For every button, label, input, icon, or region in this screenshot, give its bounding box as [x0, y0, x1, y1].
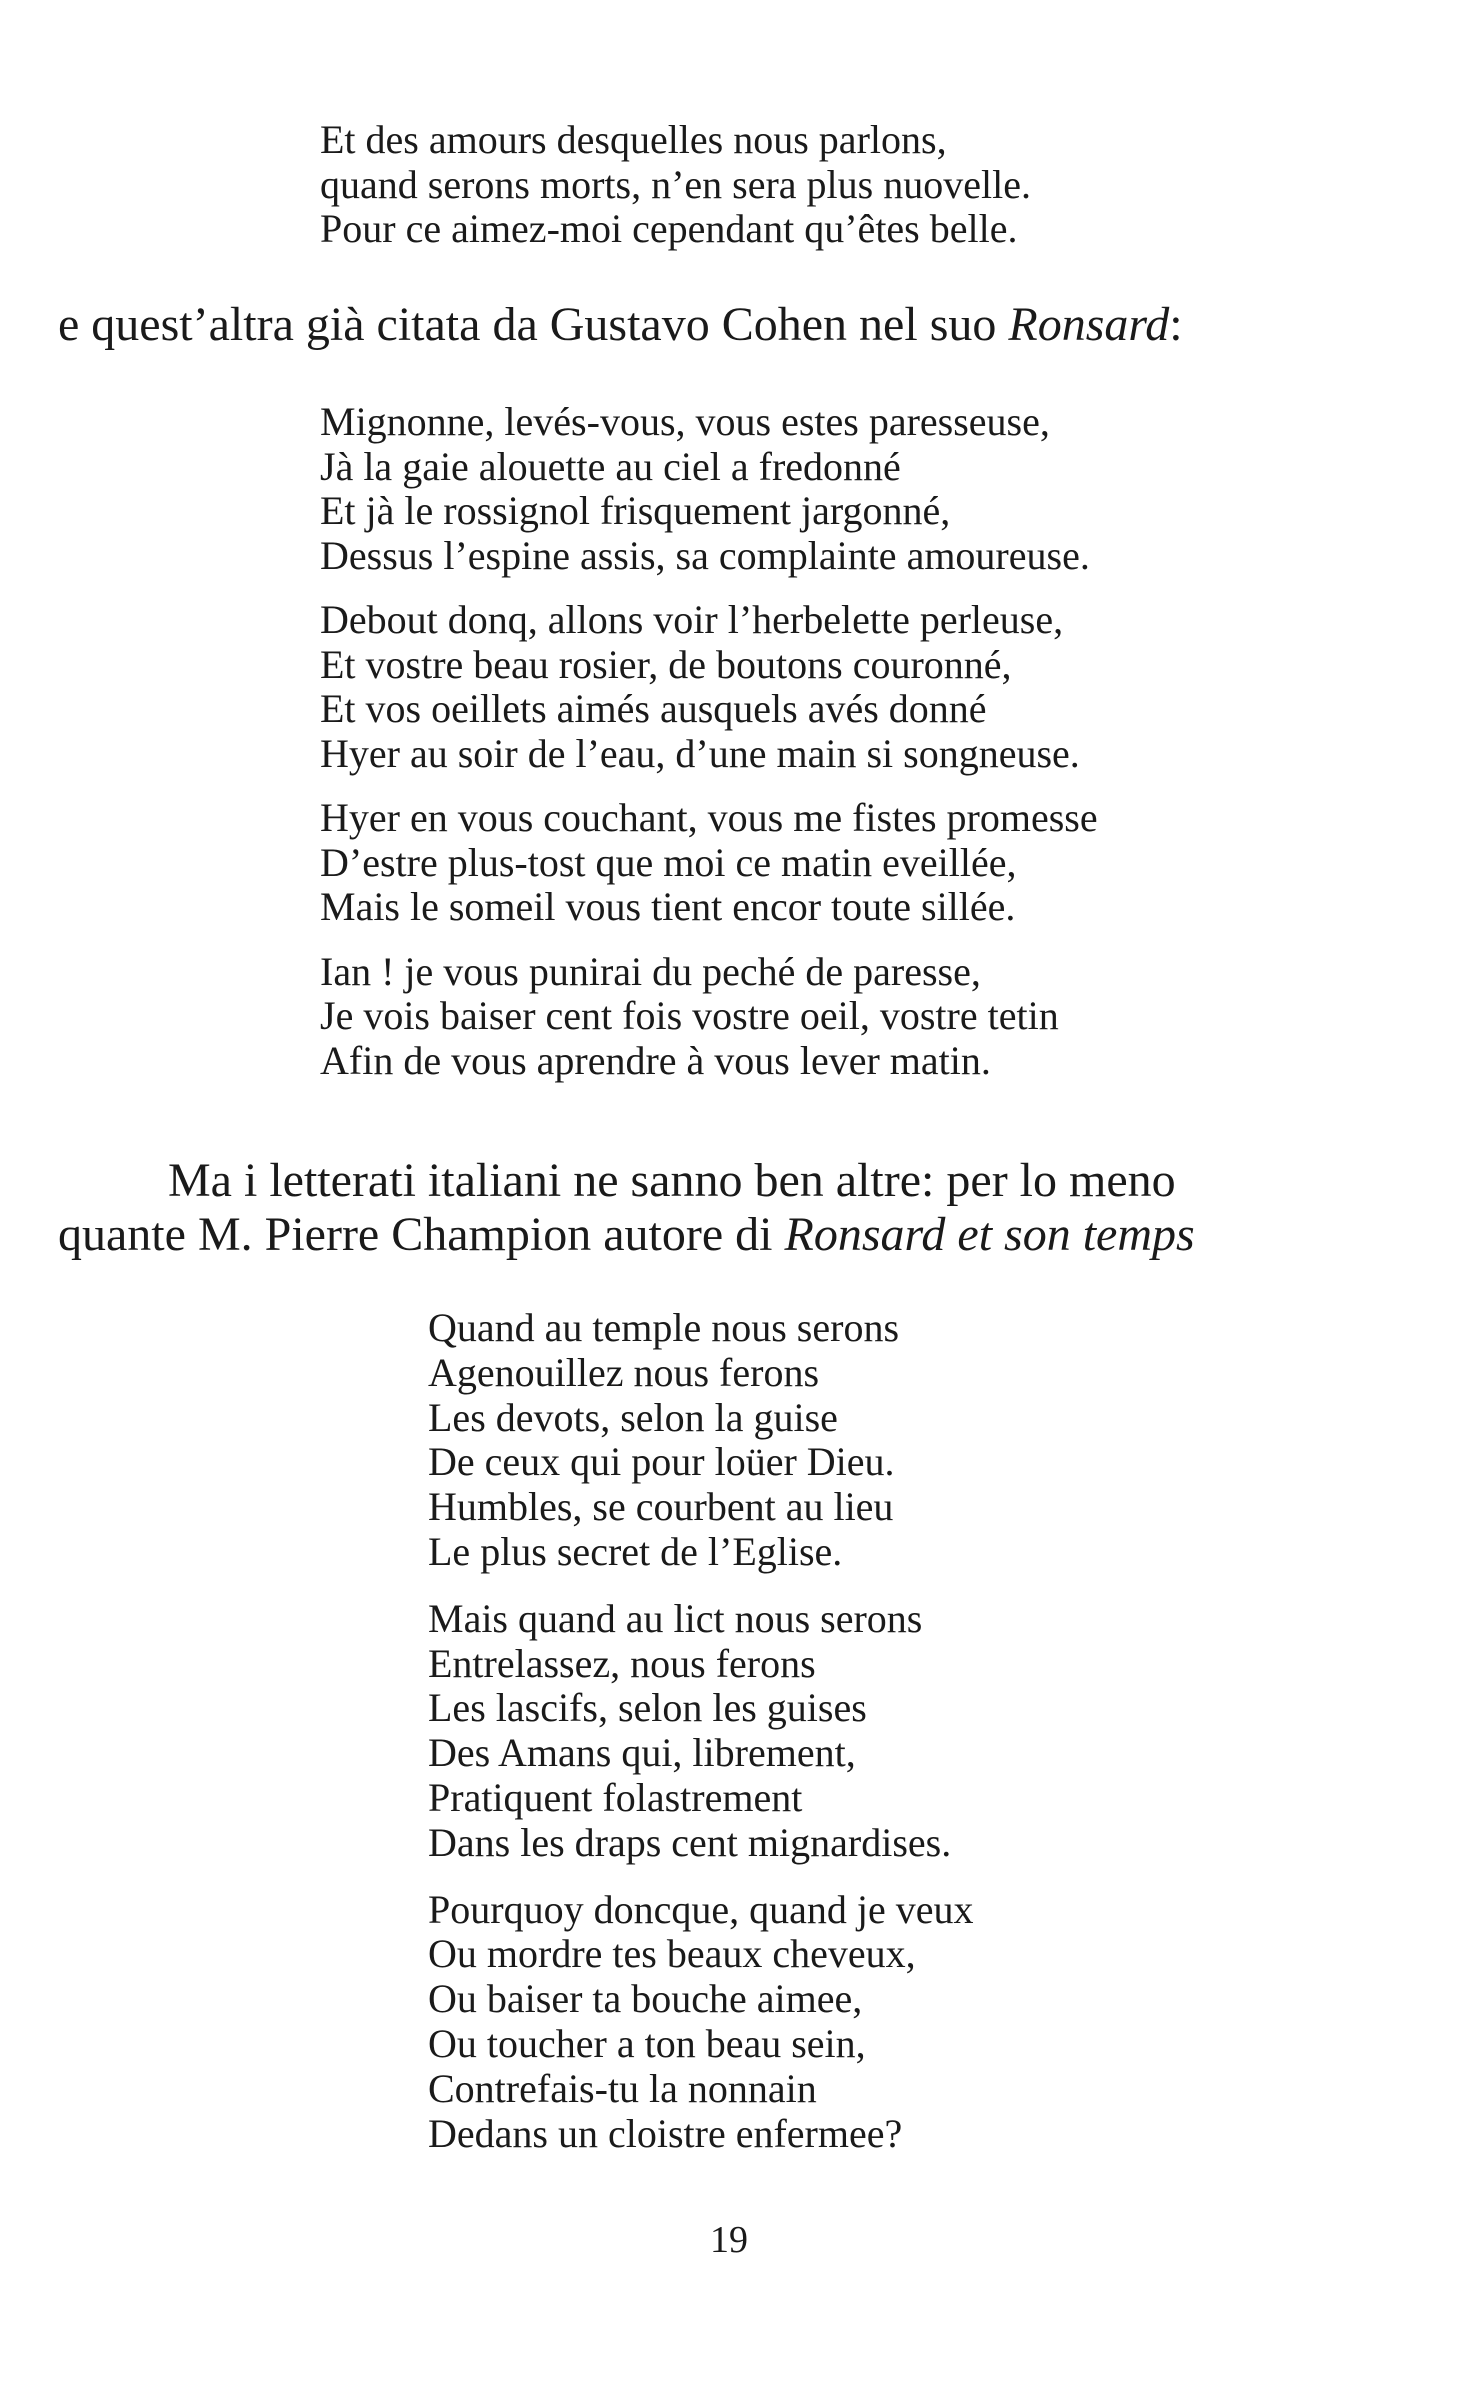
stanza — [428, 1888, 973, 2157]
verse-line: Dedans un cloistre enfermee? — [428, 2110, 903, 2156]
stanza — [320, 796, 1098, 930]
stanza — [320, 400, 1098, 578]
verse-line: Et jà le rossignol frisquement jargonné, — [320, 488, 951, 533]
verse-line: Dans les draps cent mignardises. — [428, 1819, 952, 1865]
verse-line: Et vos oeillets aimés ausquels avés donné — [320, 686, 987, 731]
verse-line: Pour ce aimez-moi cependant qu’êtes belle. — [320, 206, 1018, 251]
prose-italic-title: Ronsard — [1008, 298, 1170, 351]
verse-line: De ceux qui pour loüer Dieu. — [428, 1439, 895, 1485]
verse-line: Pourquoy doncque, quand je veux — [428, 1886, 974, 1932]
prose-text: e quest’altra già citata da Gustavo Cohen nel suo — [58, 298, 1009, 351]
verse-line: Debout donq, allons voir l’herbelette perleuse, — [320, 597, 1064, 642]
stanza — [320, 598, 1098, 776]
verse-line: quand serons morts, n’en sera plus nuovelle. — [320, 161, 1031, 207]
verse-line: Ian ! je vous punirai du peché de paresse, — [320, 948, 981, 994]
verse-line: Hyer en vous couchant, vous me fistes promesse — [320, 795, 1098, 840]
verse-line: Le plus secret de l’Eglise. — [428, 1528, 843, 1574]
poem-mignonne — [320, 400, 1098, 1083]
verse-line: Afin de vous aprendre à vous lever matin. — [320, 1037, 991, 1083]
verse-line: Quand au temple nous serons — [428, 1305, 900, 1350]
prose-intro-cohen — [58, 298, 1183, 352]
prose-intro-champion — [58, 1154, 1195, 1262]
verse-line: Des Amans qui, librement, — [428, 1730, 856, 1776]
poem-quand-au-temple — [428, 1306, 973, 2156]
verse-line: Ou mordre tes beaux cheveux, — [428, 1931, 916, 1977]
stanza — [428, 1306, 973, 1575]
verse-line: Et vostre beau rosier, de boutons couronné, — [320, 641, 1012, 687]
prose-italic-title: Ronsard et son temps — [784, 1208, 1195, 1261]
prose-line — [58, 1208, 1195, 1262]
verse-line: Les lascifs, selon les guises — [428, 1685, 867, 1731]
verse-line: Mignonne, levés-vous, vous estes paresseuse, — [320, 399, 1050, 444]
verse-line: Et des amours desquelles nous parlons, — [320, 117, 947, 162]
prose-line: Ma i letterati italiani ne sanno ben altre: per lo meno — [168, 1154, 1176, 1207]
verse-line: Agenouillez nous ferons — [428, 1349, 820, 1395]
verse-line: Mais quand au lict nous serons — [428, 1595, 923, 1641]
verse-line: Pratiquent folastrement — [428, 1774, 803, 1820]
prose-suffix: : — [1169, 298, 1183, 351]
verse-line: Ou baiser ta bouche aimee, — [428, 1976, 863, 2022]
stanza — [320, 950, 1098, 1084]
verse-line: D’estre plus-tost que moi ce matin eveillée, — [320, 839, 1017, 885]
verse-line: Mais le someil vous tient encor toute sillée. — [320, 884, 1016, 929]
verse-line: Hyer au soir de l’eau, d’une main si songneuse. — [320, 730, 1080, 776]
verse-line: Jà la gaie alouette au ciel a fredonné — [320, 443, 901, 489]
verse-line: Je vois baiser cent fois vostre oeil, vostre tetin — [320, 993, 1059, 1038]
verse-line: Contrefais-tu la nonnain — [428, 2065, 817, 2111]
verse-line: Les devots, selon la guise — [428, 1394, 838, 1440]
verse-line: Humbles, se courbent au lieu — [428, 1484, 894, 1530]
stanza — [428, 1597, 973, 1866]
prose-text: quante M. Pierre Champion autore di — [58, 1208, 785, 1261]
stanza-continuation — [320, 118, 1031, 252]
page-number: 19 — [710, 2219, 748, 2261]
verse-line: Ou toucher a ton beau sein, — [428, 2020, 866, 2066]
verse-line: Dessus l’espine assis, sa complainte amoureuse. — [320, 532, 1090, 578]
verse-line: Entrelassez, nous ferons — [428, 1640, 816, 1686]
